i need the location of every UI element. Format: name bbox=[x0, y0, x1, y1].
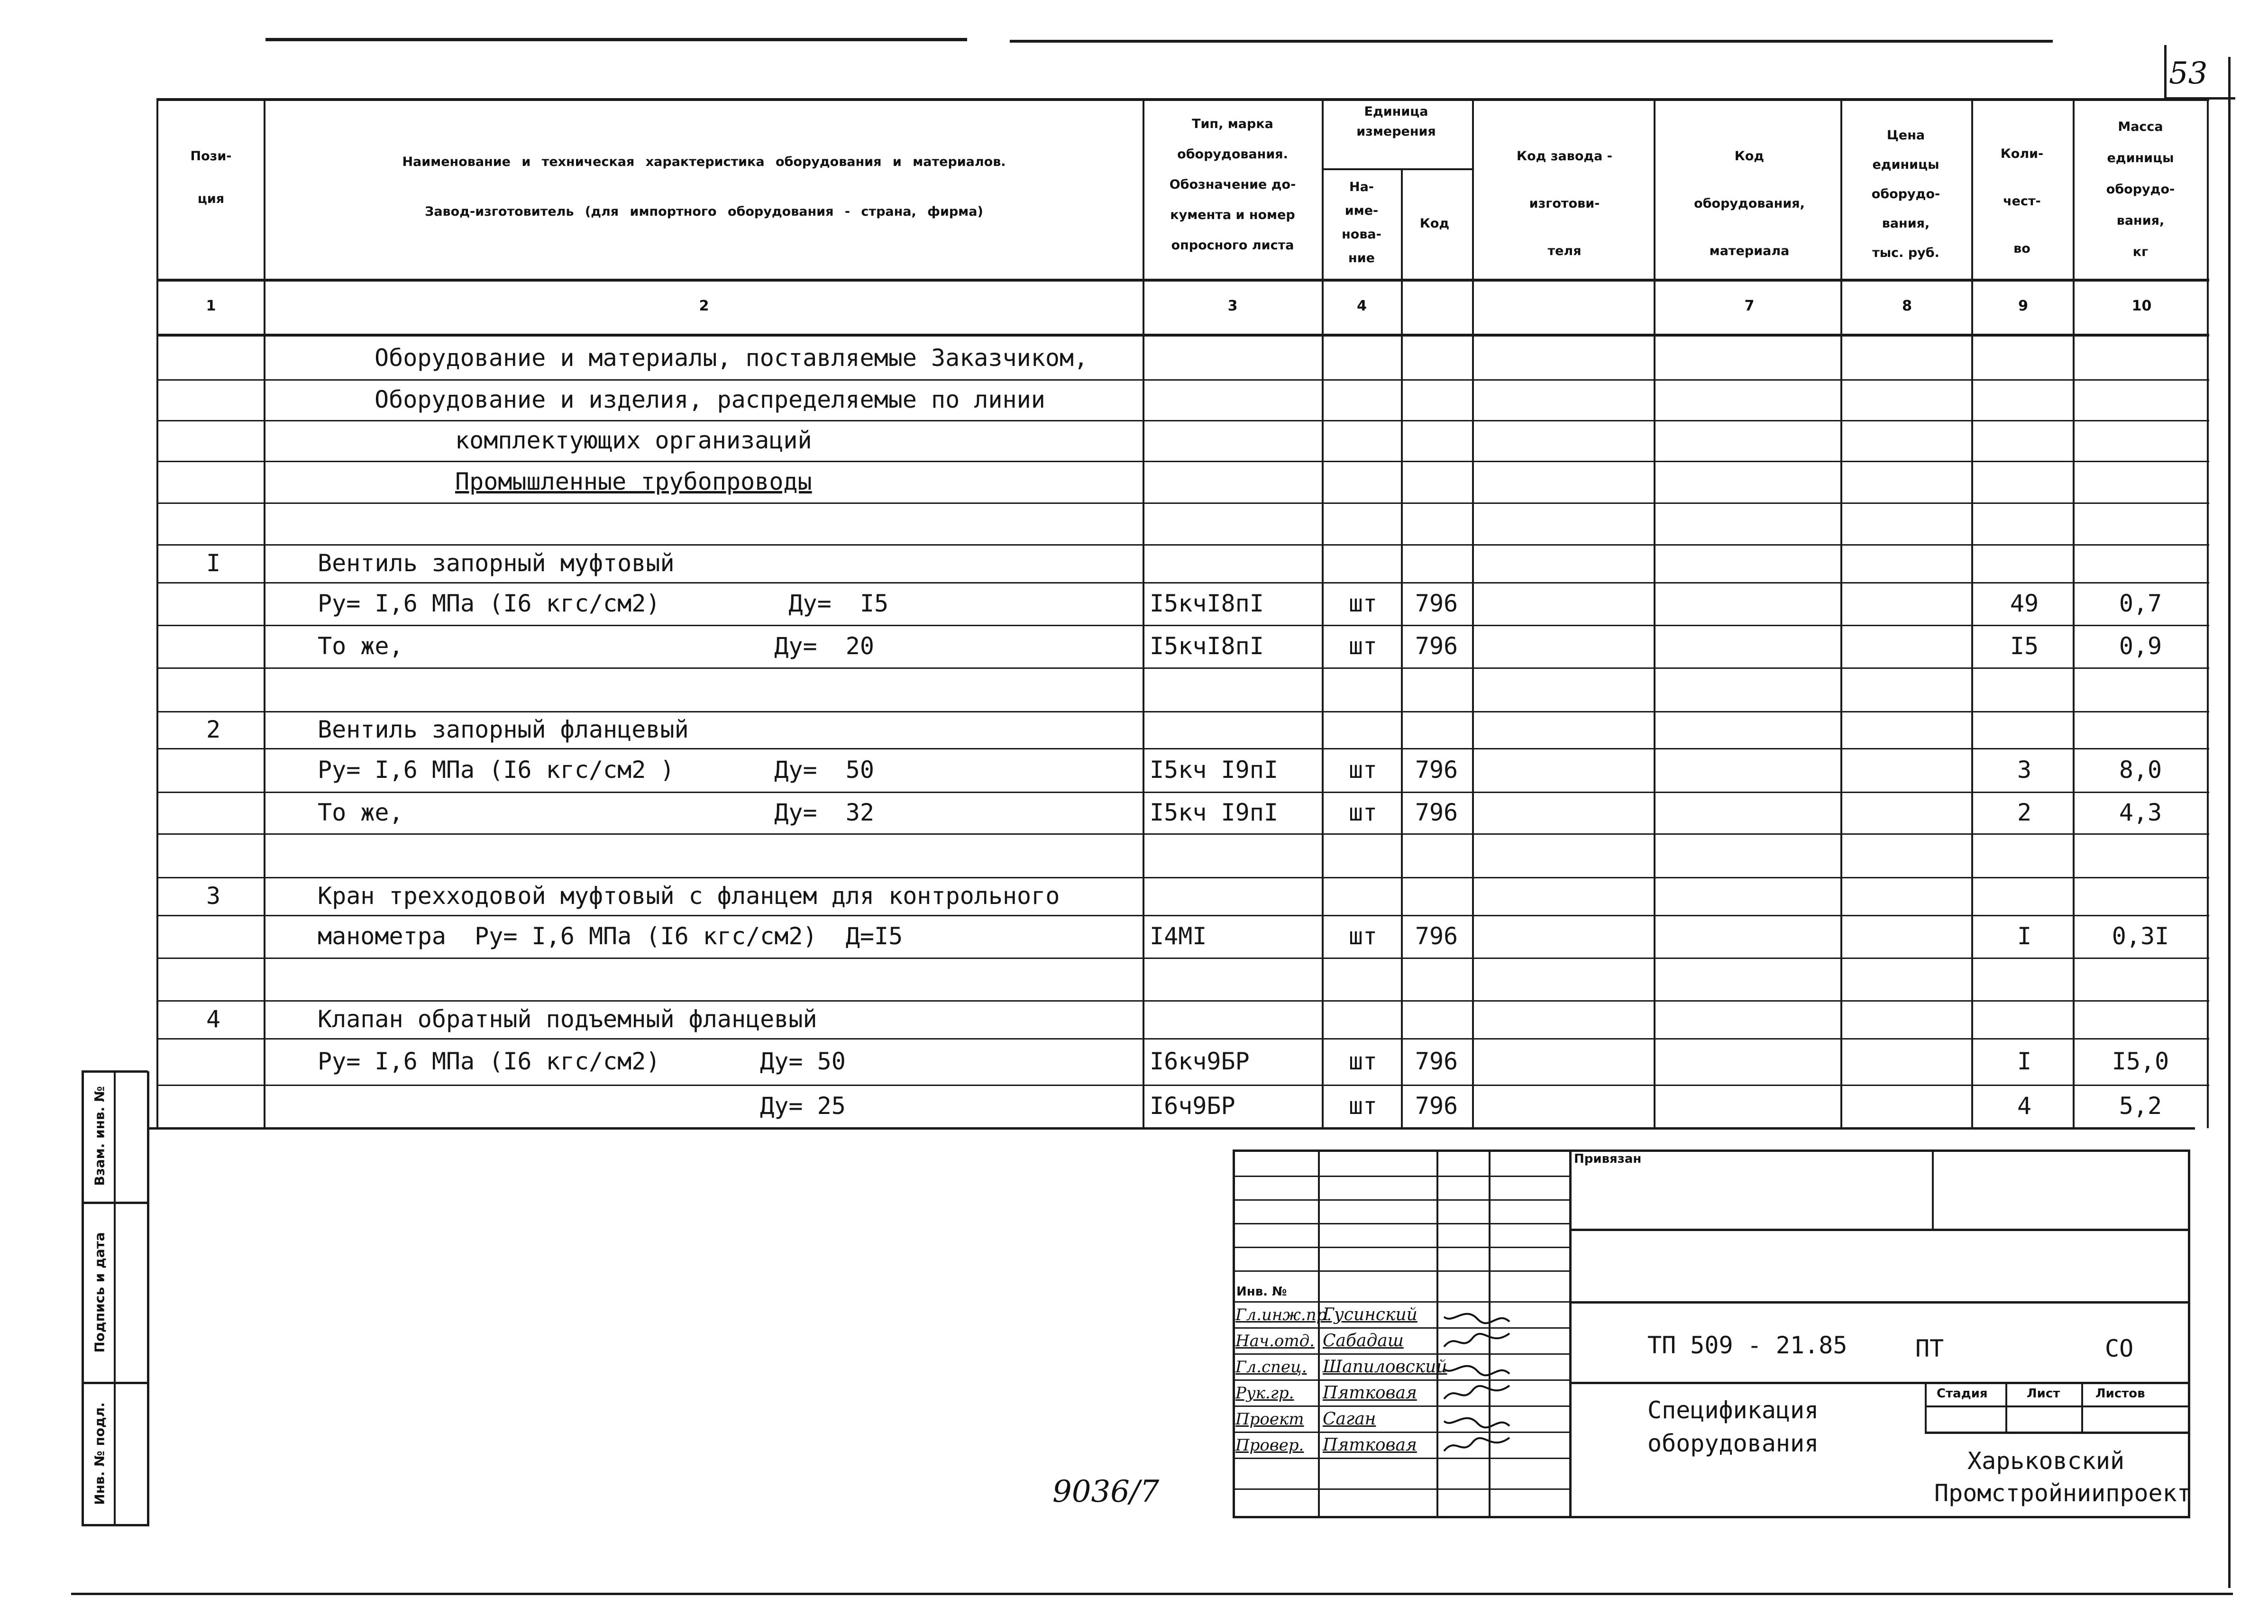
cell-name: Вентиль запорный муфтовый bbox=[318, 549, 675, 577]
stamp-org-line2: Промстройниипроект bbox=[1934, 1479, 2191, 1507]
stamp-row-divider bbox=[1233, 1199, 1569, 1201]
cell-pos: 4 bbox=[206, 1005, 221, 1033]
cell-name: Ру= I,6 МПа (I6 кгс/см2) Ду= 50 bbox=[318, 1048, 846, 1075]
stamp-doc-code-text: ТП 509 - 21.85 bbox=[1647, 1332, 1847, 1359]
stamp-inv-no-label: Инв. № bbox=[1236, 1285, 1287, 1299]
header-name-line2: Завод-изготовитель (для импортного оборудования - страна, фирма) bbox=[425, 204, 983, 219]
signature-scribble bbox=[1441, 1381, 1512, 1406]
bottom-handwritten-note: 9036/7 bbox=[1052, 1474, 1160, 1509]
cell-pos: I bbox=[206, 549, 221, 577]
header-mass: Масса единицы оборудо- вания, кг bbox=[2106, 119, 2175, 259]
cell-name: То же, Ду= 32 bbox=[318, 799, 874, 826]
table-top-border bbox=[156, 98, 2209, 101]
header-unit-name: На- име- нова- ние bbox=[1342, 180, 1381, 265]
signer-name: Пятковая bbox=[1323, 1383, 1417, 1403]
stamp-privyazan-split bbox=[1932, 1150, 1934, 1230]
cell-code: 796 bbox=[1415, 632, 1458, 660]
cell-code: 796 bbox=[1415, 1092, 1458, 1120]
cell-name: Клапан обратный подъемный фланцевый bbox=[318, 1005, 817, 1033]
stamp-org-line1: Харьковский bbox=[1967, 1447, 2125, 1475]
cell-unit: шт bbox=[1348, 1048, 1378, 1075]
stamp-row-divider bbox=[1233, 1488, 1569, 1490]
table-row bbox=[0, 502, 2268, 544]
header-unit-code: Код bbox=[1419, 216, 1450, 231]
stamp-outer-top bbox=[1233, 1150, 2190, 1152]
cell-code: 796 bbox=[1415, 799, 1458, 826]
signature-scribble bbox=[1441, 1355, 1512, 1380]
table-row bbox=[0, 337, 2268, 379]
side-label-replace-inv: Взам. инв. № bbox=[91, 1086, 108, 1186]
table-row bbox=[0, 877, 2268, 915]
stamp-outer-bottom bbox=[1233, 1516, 2190, 1518]
cell-mass: I5,0 bbox=[2112, 1048, 2169, 1075]
table-row bbox=[0, 748, 2268, 792]
cell-name: Промышленные трубопроводы bbox=[455, 468, 812, 495]
cell-name: Ру= I,6 МПа (I6 кгс/см2 ) Ду= 50 bbox=[318, 756, 874, 784]
side-label-sign-date: Подпись и дата bbox=[91, 1232, 108, 1353]
colnum-9: 9 bbox=[2018, 298, 2028, 314]
cell-mass: 0,7 bbox=[2119, 590, 2162, 617]
cell-type: I6кч9БР bbox=[1150, 1048, 1250, 1075]
stamp-outer-left bbox=[1233, 1150, 1235, 1518]
stamp-title-line1: Спецификация bbox=[1647, 1396, 1819, 1424]
cell-type: I5кчI8пI bbox=[1150, 632, 1264, 660]
table-row bbox=[0, 625, 2268, 667]
page-number: 53 bbox=[2169, 56, 2208, 91]
cell-name: манометра Ру= I,6 МПа (I6 кгс/см2) Д=I5 bbox=[318, 922, 903, 950]
signer-role: Провер. bbox=[1235, 1436, 1304, 1455]
cell-qty: 4 bbox=[2017, 1092, 2032, 1120]
colnum-2: 2 bbox=[699, 298, 709, 314]
stamp-stage-left bbox=[1925, 1382, 1927, 1434]
signer-name: Сабадаш bbox=[1323, 1331, 1404, 1350]
header-type: Тип, марка оборудования. Обозначение до- кумента и номер опросного листа bbox=[1169, 117, 1296, 253]
colnum-3: 3 bbox=[1227, 298, 1238, 314]
cell-type: I4МI bbox=[1150, 922, 1207, 950]
stamp-sheet-code: СО bbox=[2105, 1335, 2134, 1362]
header-factory-code: Код завода - изготови- теля bbox=[1517, 149, 1612, 258]
cell-mass: 0,3I bbox=[2112, 922, 2169, 950]
table-row bbox=[0, 1000, 2268, 1038]
signature-scribble bbox=[1441, 1329, 1512, 1354]
colnum-10: 10 bbox=[2131, 298, 2152, 314]
stamp-stage-label: Стадия bbox=[1937, 1387, 1988, 1401]
table-row bbox=[0, 379, 2268, 420]
signer-role: Гл.спец. bbox=[1235, 1358, 1307, 1377]
cell-name: Вентиль запорный фланцевый bbox=[318, 716, 689, 743]
cell-type: I5кч I9пI bbox=[1150, 756, 1278, 784]
stamp-stage-h1 bbox=[1925, 1405, 2190, 1407]
table-row bbox=[0, 461, 2268, 502]
table-row bbox=[0, 544, 2268, 582]
cell-qty: I5 bbox=[2010, 632, 2039, 660]
cell-name: Ду= 25 bbox=[318, 1092, 846, 1120]
table-row bbox=[0, 792, 2268, 833]
header-unit: Единица измерения bbox=[1356, 104, 1436, 139]
signer-role: Рук.гр. bbox=[1235, 1384, 1294, 1403]
stamp-stage-v1 bbox=[2005, 1382, 2007, 1434]
cell-mass: 5,2 bbox=[2119, 1092, 2162, 1120]
signer-name: Саган bbox=[1323, 1409, 1376, 1429]
stamp-stage-v2 bbox=[2081, 1382, 2083, 1434]
stamp-h-privyazan bbox=[1569, 1229, 2190, 1231]
cell-unit: шт bbox=[1348, 756, 1378, 784]
table-row bbox=[0, 582, 2268, 625]
cell-mass: 8,0 bbox=[2119, 756, 2162, 784]
stamp-outer-right bbox=[2188, 1150, 2190, 1518]
signer-name: Шапиловский bbox=[1323, 1357, 1447, 1377]
signer-role: Нач.отд. bbox=[1235, 1332, 1315, 1350]
table-row bbox=[0, 667, 2268, 711]
header-qty: Коли- чест- во bbox=[2000, 146, 2044, 256]
cell-type: I6ч9БР bbox=[1150, 1092, 1235, 1120]
cell-pos: 2 bbox=[206, 716, 221, 743]
header-bottom-border bbox=[156, 279, 2209, 282]
stamp-row-divider bbox=[1233, 1270, 1569, 1272]
table-bottom-border bbox=[147, 1127, 2195, 1130]
cell-mass: 0,9 bbox=[2119, 632, 2162, 660]
page-number-tick bbox=[2164, 45, 2167, 97]
side-strip-left bbox=[82, 1071, 84, 1526]
signature-scribble bbox=[1441, 1407, 1512, 1432]
cell-unit: шт bbox=[1348, 1092, 1378, 1120]
stamp-stage-h2 bbox=[1925, 1432, 2190, 1434]
cell-pos: 3 bbox=[206, 882, 221, 910]
stamp-h-doc bbox=[1569, 1301, 2190, 1304]
table-row bbox=[0, 1085, 2268, 1127]
signature-scribble bbox=[1441, 1303, 1512, 1328]
colnum-1: 1 bbox=[206, 298, 216, 314]
bottom-scan-line bbox=[71, 1593, 2233, 1595]
stamp-privyazan-label: Привязан bbox=[1574, 1152, 1642, 1166]
cell-name: Оборудование и материалы, поставляемые Заказчиком, bbox=[375, 344, 1088, 372]
table-row bbox=[0, 958, 2268, 1000]
cell-name: комплектующих организаций bbox=[455, 427, 812, 454]
colnum-4: 4 bbox=[1357, 298, 1367, 314]
cell-mass: 4,3 bbox=[2119, 799, 2162, 826]
cell-qty: 49 bbox=[2010, 590, 2039, 617]
cell-qty: I bbox=[2017, 1048, 2032, 1075]
cell-name: Кран трехходовой муфтовый с фланцем для контрольного bbox=[318, 882, 1060, 910]
stamp-sheets-label: Листов bbox=[2095, 1387, 2145, 1401]
cell-qty: I bbox=[2017, 922, 2032, 950]
stamp-doc-suffix: ПТ bbox=[1915, 1335, 1944, 1362]
stamp-title-line2: оборудования bbox=[1647, 1430, 1819, 1457]
header-equip-code: Код оборудования, материала bbox=[1694, 149, 1805, 258]
cell-unit: шт bbox=[1348, 632, 1378, 660]
stamp-row-divider bbox=[1233, 1247, 1569, 1248]
cell-code: 796 bbox=[1415, 1048, 1458, 1075]
header-price: Цена единицы оборудо- вания, тыс. руб. bbox=[1871, 128, 1940, 260]
cell-unit: шт bbox=[1348, 799, 1378, 826]
cell-type: I5кчI8пI bbox=[1150, 590, 1264, 617]
cell-code: 796 bbox=[1415, 756, 1458, 784]
header-position: Пози- ция bbox=[190, 149, 232, 206]
cell-name: Оборудование и изделия, распределяемые по линии bbox=[375, 386, 1045, 413]
side-label-inv-orig: Инв. № подл. bbox=[91, 1402, 108, 1505]
stamp-h-title bbox=[1569, 1382, 2190, 1384]
signer-role: Проект bbox=[1235, 1410, 1304, 1429]
top-scan-line-left bbox=[265, 38, 967, 41]
table-row bbox=[0, 833, 2268, 877]
stamp-row-divider bbox=[1233, 1223, 1569, 1224]
cell-code: 796 bbox=[1415, 590, 1458, 617]
top-scan-line-right bbox=[1010, 40, 2053, 43]
stamp-sheet-label: Лист bbox=[2027, 1387, 2060, 1401]
cell-code: 796 bbox=[1415, 922, 1458, 950]
unit-subheader-divider bbox=[1322, 168, 1473, 170]
table-row bbox=[0, 711, 2268, 748]
cell-unit: шт bbox=[1348, 922, 1378, 950]
cell-unit: шт bbox=[1348, 590, 1378, 617]
colnum-7: 7 bbox=[1744, 298, 1755, 314]
stamp-row-divider bbox=[1233, 1176, 1569, 1177]
cell-type: I5кч I9пI bbox=[1150, 799, 1278, 826]
table-row bbox=[0, 420, 2268, 461]
cell-name: То же, Ду= 20 bbox=[318, 632, 874, 660]
signature-scribble bbox=[1441, 1433, 1512, 1459]
stamp-v2 bbox=[1436, 1150, 1438, 1518]
cell-qty: 3 bbox=[2017, 756, 2032, 784]
header-name-line1: Наименование и техническая характеристика оборудования и материалов. bbox=[402, 155, 1006, 169]
cell-qty: 2 bbox=[2017, 799, 2032, 826]
side-strip-mid bbox=[114, 1071, 116, 1526]
stamp-v1 bbox=[1318, 1150, 1320, 1518]
table-row bbox=[0, 915, 2268, 958]
table-row bbox=[0, 1038, 2268, 1085]
signer-role: Гл.инж.пр. bbox=[1235, 1305, 1332, 1324]
signer-name: Пятковая bbox=[1323, 1435, 1417, 1455]
side-strip-right bbox=[147, 1071, 149, 1526]
stamp-div-main bbox=[1569, 1150, 1572, 1518]
signer-name: Гусинский bbox=[1323, 1305, 1418, 1324]
cell-name: Ру= I,6 МПа (I6 кгс/см2) Ду= I5 bbox=[318, 590, 889, 617]
stamp-doc-code bbox=[1647, 1331, 1847, 1359]
colnum-8: 8 bbox=[1902, 298, 1912, 314]
